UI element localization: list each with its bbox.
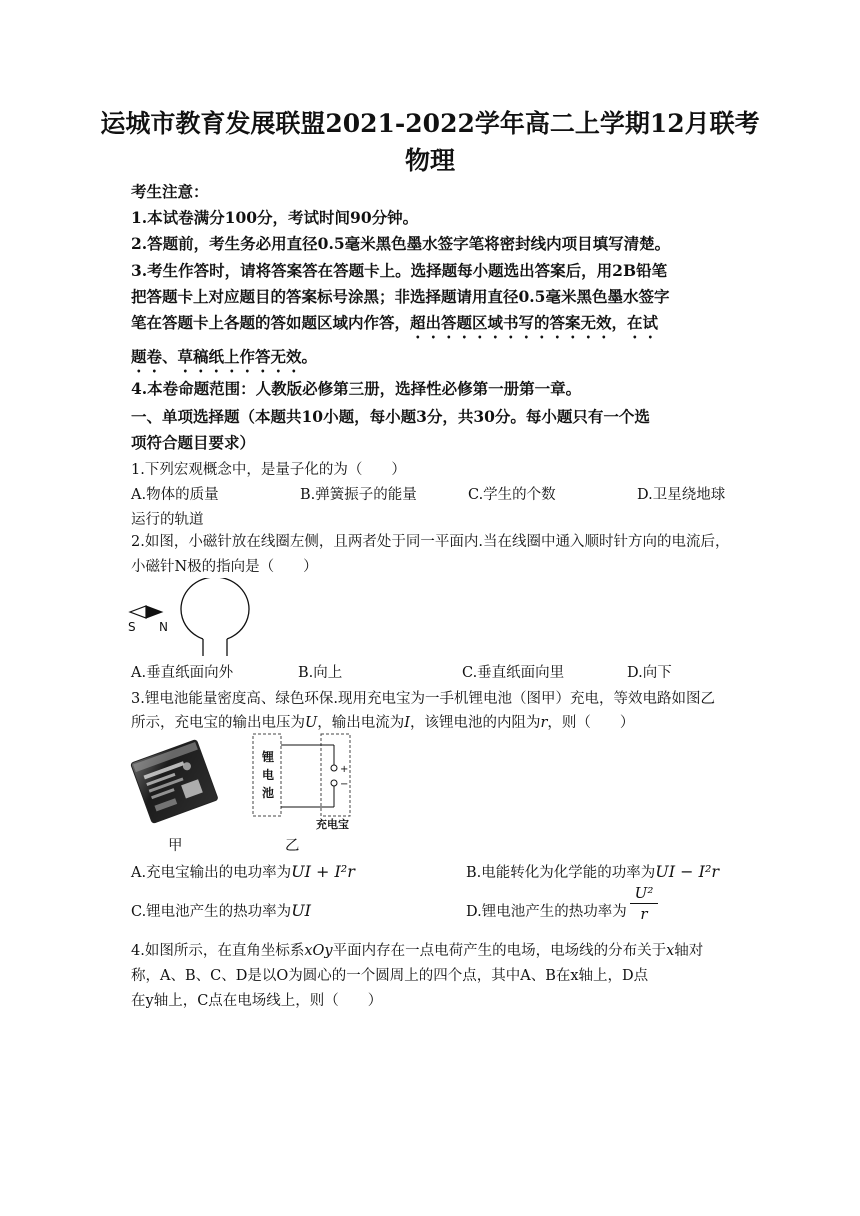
battery-label-1: 锂	[262, 750, 275, 764]
notice-item-3-line4: 题卷、草稿纸上作答无效。	[131, 347, 318, 366]
q3-option-b-expr: UI − I²r	[655, 862, 720, 881]
q2-option-a: A.垂直纸面向外	[131, 665, 234, 681]
q3-option-a	[131, 861, 355, 882]
q3-option-c	[131, 900, 311, 921]
battery-photo	[131, 739, 219, 823]
plus-sign: +	[340, 764, 349, 775]
q3-stem-line2	[131, 711, 634, 732]
q4-text-b: 平面内存在一点电荷产生的电场，电场线的分布关于	[332, 943, 667, 959]
q3-figure-jia	[128, 735, 224, 831]
q3-option-d	[466, 900, 627, 921]
battery-label-2: 电	[262, 768, 275, 782]
notice-item-4: 4.本卷命题范围：人教版必修第三册，选择性必修第一册第一章。	[131, 379, 582, 398]
q1-option-d-cont: 运行的轨道	[131, 512, 204, 528]
needle-n-label: N	[159, 620, 168, 634]
q4-text-a: 4.如图所示，在直角坐标系	[131, 943, 305, 959]
q3-stem-text-a: 所示，充电宝的输出电压为	[131, 715, 305, 731]
q2-option-b: B.向上	[298, 665, 343, 681]
q2-figure	[126, 578, 256, 658]
var-i: I	[404, 715, 410, 731]
q3-option-a-expr: UI + I²r	[291, 862, 355, 881]
page-title: 运城市教育发展联盟2021-2022学年高二上学期12月联考	[100, 109, 760, 138]
section-heading-line1: 一、单项选择题（本题共10小题，每小题3分，共30分。每小题只有一个选	[131, 407, 650, 426]
q3-stem-text-b: ，输出电流为	[317, 715, 405, 731]
charger-label: 充电宝	[316, 818, 349, 831]
q3-option-c-expr: UI	[291, 901, 311, 920]
q2-option-c: C.垂直纸面向里	[462, 665, 565, 681]
needle-s-half	[130, 606, 146, 618]
fraction-numerator: U²	[634, 884, 654, 902]
notice-item-1: 1.本试卷满分100分，考试时间90分钟。	[131, 208, 419, 227]
q1-option-a: A.物体的质量	[131, 487, 219, 503]
q4-text-c: 轴对	[674, 943, 704, 959]
q2-stem-line1: 2.如图，小磁针放在线圈左侧，且两者处于同一平面内.当在线圈中通入顺时针方向的电流后，	[131, 534, 730, 550]
needle-n-half	[146, 606, 162, 618]
q3-option-a-text: A.充电宝输出的电功率为	[131, 865, 292, 881]
fraction-denominator: r	[640, 905, 648, 923]
q1-option-b: B.弹簧振子的能量	[300, 487, 417, 503]
terminal-minus	[331, 780, 337, 786]
q3-option-c-text: C.锂电池产生的热功率为	[131, 904, 292, 920]
section-heading-line2: 项符合题目要求）	[131, 433, 256, 452]
var-xoy: xOy	[304, 943, 333, 959]
q4-stem-line2: 称，A、B、C、D是以O为圆心的一个圆周上的四个点，其中A、B在x轴上，D点	[131, 968, 649, 984]
q3-figure-yi	[248, 731, 360, 831]
q2-stem-line2: 小磁针N极的指向是（ ）	[131, 559, 318, 575]
q2-option-d: D.向下	[627, 665, 672, 681]
notice-item-3-line1: 3.考生作答时，请将答案答在答题卡上。选择题每小题选出答案后，用2B铅笔	[131, 261, 668, 280]
notice-item-3-line3	[131, 311, 658, 342]
var-x: x	[666, 943, 675, 959]
terminal-plus	[331, 765, 337, 771]
q3-option-d-text: D.锂电池产生的热功率为	[466, 904, 627, 920]
notice-heading: 考生注意：	[131, 182, 209, 201]
q4-stem-line3: 在y轴上，C点在电场线上，则（ ）	[131, 993, 383, 1009]
q3-figure-jia-caption: 甲	[168, 838, 183, 854]
q3-option-b	[466, 861, 719, 882]
q1-option-d: D.卫星绕地球	[637, 487, 726, 503]
minus-sign: −	[340, 779, 349, 790]
coil-loop	[181, 578, 249, 639]
var-r: r	[540, 715, 548, 731]
charger-box	[321, 734, 350, 816]
q1-stem: 1.下列宏观概念中，是量子化的为（ ）	[131, 462, 406, 478]
page-subtitle: 物理	[404, 146, 455, 175]
q3-option-b-text: B.电能转化为化学能的功率为	[466, 865, 656, 881]
q3-figure-yi-caption: 乙	[285, 838, 300, 854]
fraction-bar	[630, 903, 658, 904]
q3-stem-line1: 3.锂电池能量密度高、绿色环保.现用充电宝为一手机锂电池（图甲）充电，等效电路如图乙	[131, 691, 715, 707]
var-u: U	[305, 715, 318, 731]
q4-stem-line1	[131, 939, 703, 960]
q1-option-c: C.学生的个数	[468, 487, 556, 503]
notice-item-3-line2: 把答题卡上对应题目的答案标号涂黑；非选择题请用直径0.5毫米黑色墨水签字	[131, 287, 670, 306]
q3-option-d-fraction	[630, 884, 658, 923]
notice-item-3-line3-emphasis: 超出答题区域书写的答案无效，在试	[410, 313, 659, 332]
needle-s-label: S	[128, 620, 136, 634]
notice-item-3-line3-plain: 笔在答题卡上各题的答如题区域内作答，	[131, 313, 411, 332]
notice-item-2: 2.答题前，考生务必用直径0.5毫米黑色墨水签字笔将密封线内项目填写清楚。	[131, 234, 671, 253]
battery-label-3: 池	[262, 786, 275, 800]
q3-stem-text-d: ，则（ ）	[547, 715, 635, 731]
q3-stem-text-c: ，该锂电池的内阻为	[409, 715, 541, 731]
